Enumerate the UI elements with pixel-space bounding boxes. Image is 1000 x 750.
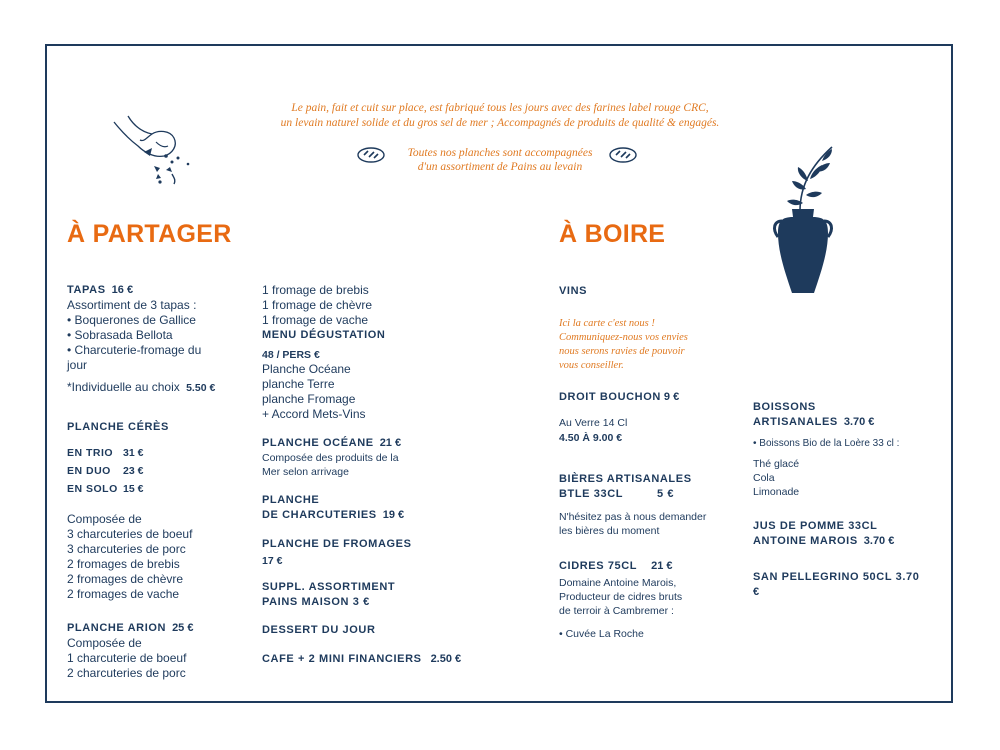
ceres-line: 2 fromages de vache [67, 587, 180, 601]
oceane-section [262, 436, 462, 479]
ceres-option-price: 15 € [123, 483, 144, 495]
jus-price: 3.70 € [863, 535, 895, 547]
cidres-name: CIDRES 75CL [559, 560, 638, 572]
ceres-line: 2 fromages de brebis [67, 557, 180, 571]
charcuteries-section [262, 493, 462, 523]
droit-bouchon-section [559, 390, 744, 445]
charcuteries-price: 19 € [382, 509, 405, 521]
droit-bouchon-range: 4.50 À 9.00 € [559, 432, 623, 444]
degustation-name: MENU DÉGUSTATION [262, 329, 386, 341]
suppl-line: SUPPL. ASSORTIMENT [262, 581, 396, 593]
droit-bouchon-glass: Au Verre 14 Cl [559, 417, 628, 429]
oceane-line: Composée des produits de la [262, 452, 399, 464]
cidres-line: Producteur de cidres bruts [559, 591, 683, 603]
hand-sowing-illustration [108, 112, 198, 197]
cafe-name: CAFE + 2 MINI FINANCIERS [262, 653, 422, 665]
ceres-line: Composée de [67, 512, 142, 526]
boissons-line: • Boissons Bio de la Loère 33 cl : [753, 438, 900, 449]
section-title-boire: À BOIRE [559, 220, 666, 248]
bieres-price: 5 € [657, 488, 675, 500]
oceane-line: Mer selon arrivage [262, 466, 349, 478]
cidres-line: Domaine Antoine Marois, [559, 577, 677, 589]
boissons-item: Cola [753, 472, 775, 484]
intro-line: d'un assortiment de Pains au levain [417, 161, 583, 173]
tapas-section [67, 283, 252, 395]
arion-line: 2 charcuteries de porc [67, 666, 186, 680]
cidres-cuvee: • Cuvée La Roche [559, 628, 644, 640]
boissons-item: Limonade [753, 486, 800, 498]
boissons-section [753, 400, 943, 499]
arion-line: 1 fromage de chèvre [262, 298, 373, 312]
san-pellegrino-price: € [753, 586, 760, 598]
degustation-line: planche Terre [262, 377, 335, 391]
vase-illustration [770, 145, 840, 305]
vins-note-line: vous conseiller. [559, 360, 624, 371]
tapas-line: • Boquerones de Gallice [67, 313, 196, 327]
tapas-line: • Sobrasada Bellota [67, 328, 173, 342]
vins-note-line: nous serons ravies de pouvoir [559, 346, 685, 357]
oceane-name: PLANCHE OCÉANE [262, 437, 374, 449]
droit-bouchon-price: 9 € [663, 391, 680, 403]
arion-line: 1 charcuterie de boeuf [67, 651, 187, 665]
ceres-option-price: 23 € [123, 465, 144, 477]
bieres-section [559, 472, 749, 538]
intro-line: Toutes nos planches sont accompagnées [407, 147, 593, 159]
tapas-line: jour [67, 358, 88, 372]
ceres-line: 3 charcuteries de boeuf [67, 527, 193, 541]
degustation-line: Planche Océane [262, 362, 351, 376]
san-pellegrino-section [753, 570, 943, 600]
bieres-line: les bières du moment [559, 525, 660, 537]
jus-name: JUS DE POMME 33CL [753, 520, 878, 532]
cidres-section [559, 559, 749, 641]
ceres-option-price: 31 € [123, 447, 144, 459]
ceres-option-label: EN SOLO [67, 483, 118, 495]
degustation-line: planche Fromage [262, 392, 356, 406]
droit-bouchon-name: DROIT BOUCHON [559, 391, 661, 403]
cidres-line: de terroir à Cambremer : [559, 605, 674, 617]
tapas-individual-price: 5.50 € [186, 382, 216, 394]
vins-note [559, 317, 739, 373]
bieres-line: N'hésitez pas à nous demander [559, 511, 707, 523]
cidres-price: 21 € [651, 560, 673, 572]
fromages-price: 17 € [262, 555, 283, 567]
cafe-price: 2.50 € [430, 653, 462, 665]
section-title-partager: À PARTAGER [67, 220, 232, 248]
cafe-section [262, 652, 462, 667]
oceane-price: 21 € [379, 437, 402, 449]
tapas-name: TAPAS [67, 284, 106, 296]
degustation-line: + Accord Mets-Vins [262, 407, 366, 421]
suppl-line: PAINS MAISON 3 € [262, 596, 370, 608]
arion-name: PLANCHE ARION [67, 622, 167, 634]
fromages-name: PLANCHE DE FROMAGES [262, 538, 412, 550]
arion-price: 25 € [172, 622, 194, 634]
intro-text [230, 101, 770, 131]
ceres-line: 2 fromages de chèvre [67, 572, 184, 586]
fromages-section [262, 537, 462, 568]
bieres-sub: BTLE 33CL [559, 488, 624, 500]
jus-name: ANTOINE MAROIS [753, 535, 858, 547]
bieres-name: BIÈRES ARTISANALES [559, 473, 692, 485]
boissons-name: BOISSONS [753, 401, 816, 413]
ceres-name: PLANCHE CÉRÈS [67, 421, 169, 433]
boissons-price: 3.70 € [843, 416, 875, 428]
intro-note [380, 146, 620, 174]
tapas-line: Assortiment de 3 tapas : [67, 298, 197, 312]
column-2 [262, 283, 462, 422]
arion-line: 1 fromage de brebis [262, 283, 369, 297]
tapas-line: • Charcuterie-fromage du [67, 343, 202, 357]
arion-line: Composée de [67, 636, 142, 650]
vins-note-line: Ici la carte c'est nous ! [559, 318, 655, 329]
boissons-name: ARTISANALES [753, 416, 838, 428]
degustation-price: 48 / PERS € [262, 349, 320, 361]
suppl-section [262, 580, 462, 610]
arion-line: 1 fromage de vache [262, 313, 369, 327]
vins-heading: VINS [559, 285, 588, 297]
dessert-item: DESSERT DU JOUR [262, 624, 376, 636]
ceres-option-label: EN TRIO [67, 447, 114, 459]
ceres-line: 3 charcuteries de porc [67, 542, 186, 556]
tapas-individual: *Individuelle au choix [67, 380, 180, 394]
san-pellegrino-name: SAN PELLEGRINO 50CL 3.70 [753, 571, 920, 583]
arion-section [67, 621, 252, 681]
jus-section [753, 519, 943, 549]
intro-line: un levain naturel solide et du gros sel de mer ; Accompagnés de produits de qualité & engagés. [280, 117, 720, 129]
intro-line: Le pain, fait et cuit sur place, est fabriqué tous les jours avec des farines label rouge CRC, [291, 102, 709, 114]
tapas-price: 16 € [111, 284, 134, 296]
boissons-item: Thé glacé [753, 458, 800, 470]
charcuteries-name: PLANCHE [262, 494, 320, 506]
ceres-option-label: EN DUO [67, 465, 111, 477]
vins-note-line: Communiquez-nous vos envies [559, 332, 688, 343]
ceres-section [67, 420, 252, 602]
charcuteries-name: DE CHARCUTERIES [262, 509, 377, 521]
